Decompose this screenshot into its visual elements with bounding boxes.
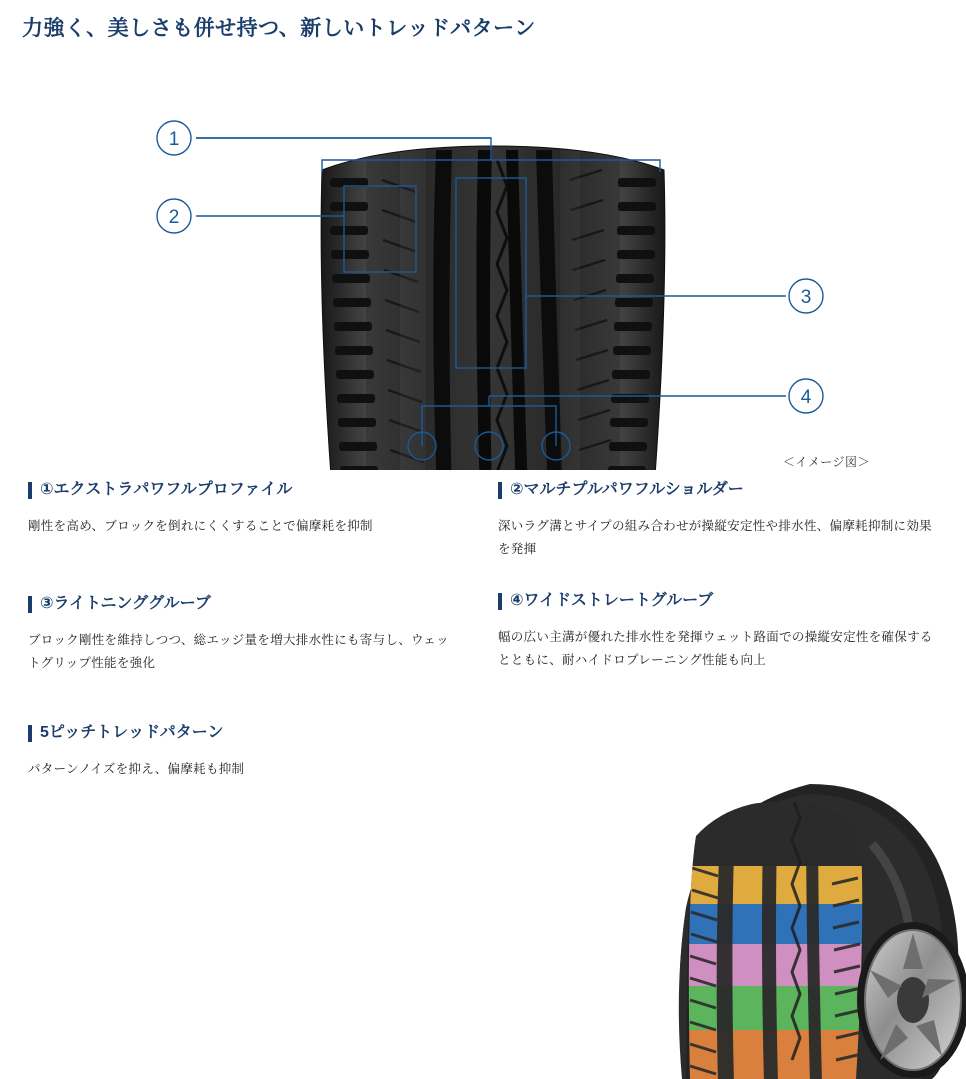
svg-text:4: 4: [800, 387, 812, 408]
section-1-body: 剛性を高め、ブロックを倒れにくくすることで偏摩耗を抑制: [28, 518, 373, 533]
section-1: [28, 480, 458, 538]
svg-text:2: 2: [168, 207, 180, 228]
section-5-title: 5ピッチトレッドパターン: [28, 723, 458, 744]
callout-number-1: [157, 121, 191, 155]
section-3: [28, 594, 458, 675]
wheel-rim: [857, 922, 966, 1078]
pitch-tire-svg: [660, 748, 966, 1079]
tread-diagram-svg: [0, 50, 966, 470]
section-2-body: 深いラグ溝とサイプの組み合わせが操縦安定性や排水性、偏摩耗抑制に効果を発揮: [498, 518, 932, 556]
svg-text:1: 1: [168, 129, 180, 150]
section-1-title: ①エクストラパワフルプロファイル: [28, 480, 458, 501]
section-3-body: ブロック剛性を維持しつつ、総エッジ量を増大排水性にも寄与し、ウェットグリップ性能を強化: [28, 632, 449, 670]
svg-text:3: 3: [800, 287, 812, 308]
tire-photo: [318, 146, 668, 470]
pitch-pattern-image: [660, 748, 966, 1079]
section-5-body: パターンノイズを抑え、偏摩耗も抑制: [28, 761, 245, 776]
callout-number-2: [157, 199, 191, 233]
section-4: [498, 591, 938, 672]
section-5: [28, 723, 458, 781]
tread-pattern-figure: [0, 50, 966, 470]
callout-number-3: [789, 279, 823, 313]
section-4-body: 幅の広い主溝が優れた排水性を発揮ウェット路面での操縦安定性を確保するとともに、耐ハイドロプレーニング性能も向上: [498, 629, 933, 667]
page-title: 力強く、美しさも併せ持つ、新しいトレッドパターン: [22, 17, 536, 40]
section-4-title: ④ワイドストレートグルーブ: [498, 591, 938, 612]
section-2: [498, 480, 938, 561]
callout-number-4: [789, 379, 823, 413]
section-2-title: ②マルチプルパワフルショルダー: [498, 480, 938, 501]
left-column: [28, 480, 458, 807]
image-caption: ＜イメージ図＞: [782, 455, 870, 469]
right-column: [498, 480, 938, 698]
section-3-title: ③ライトニンググルーブ: [28, 594, 458, 615]
